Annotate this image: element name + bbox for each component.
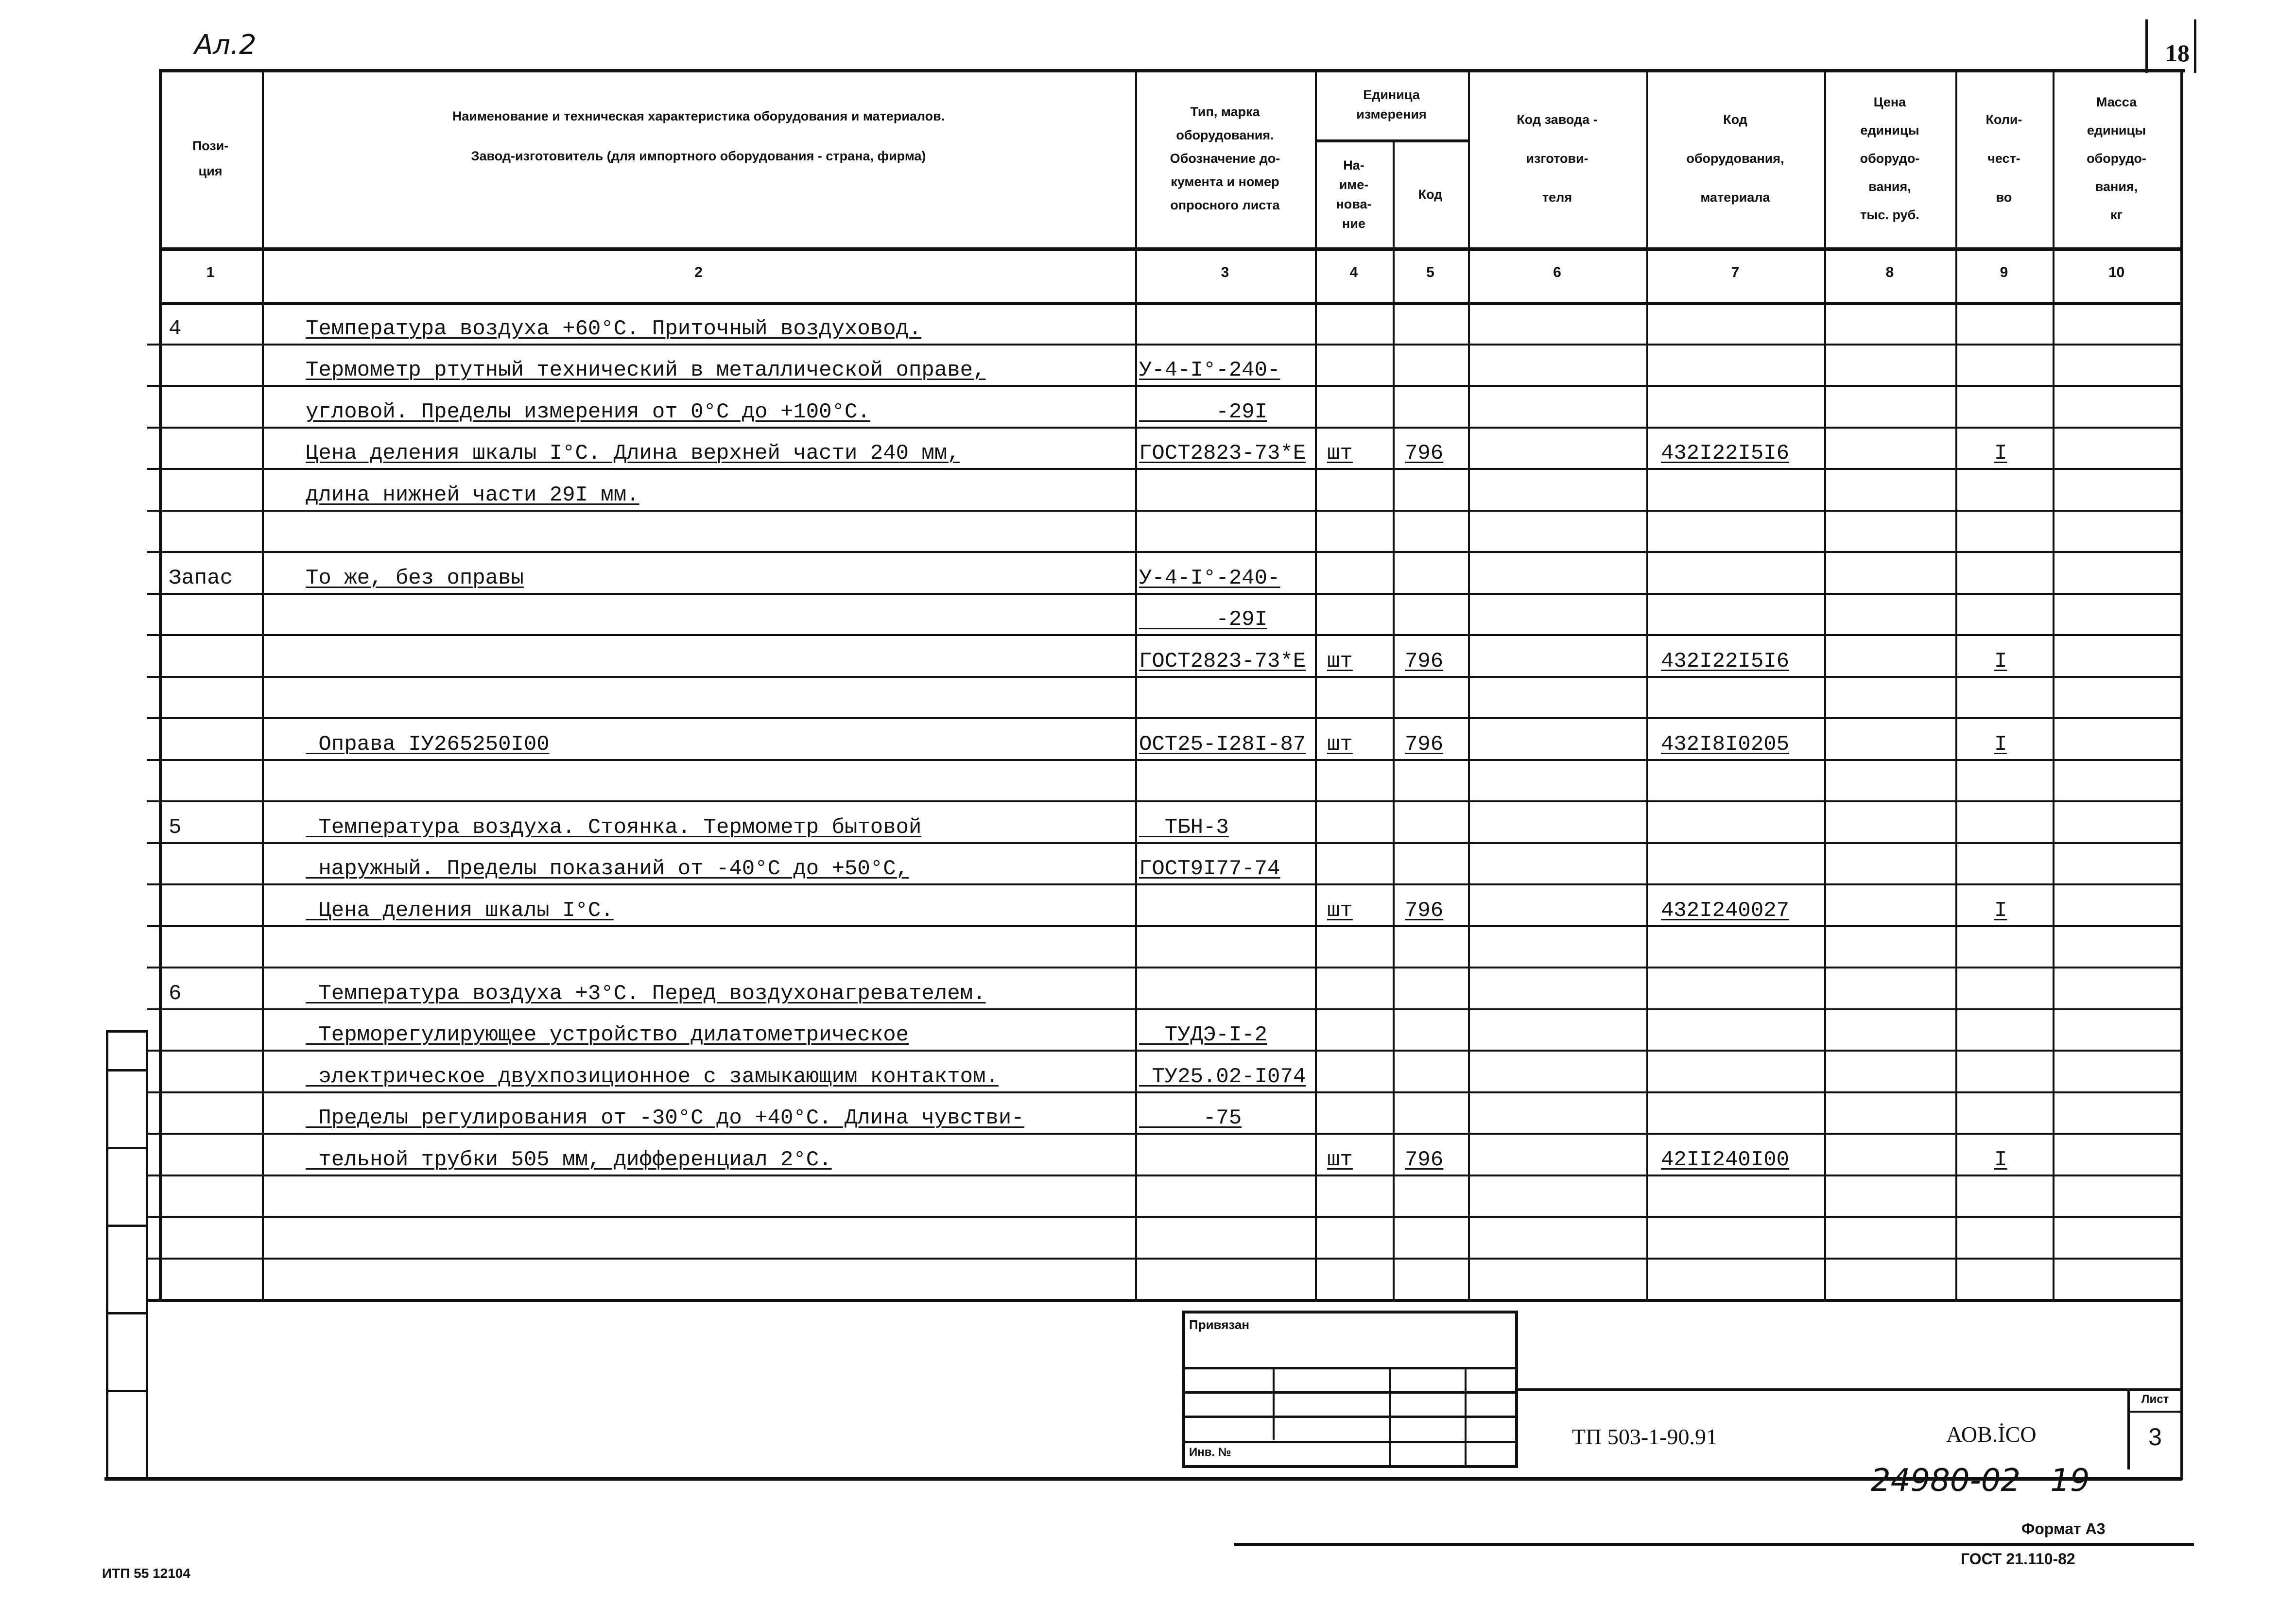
cell-pos: 6 bbox=[169, 981, 182, 1006]
cell-name: Цена деления шкалы I°С. bbox=[306, 898, 614, 923]
cell-name: Цена деления шкалы I°С. Длина верхней части 240 мм, bbox=[306, 441, 960, 466]
cell-type: ГОСТ9I77-74 bbox=[1139, 857, 1280, 881]
grid-row-line bbox=[147, 800, 2180, 802]
grid-row-line bbox=[147, 427, 2180, 429]
document-code: ТП 503-1-90.91 bbox=[1572, 1424, 1717, 1449]
grid-row-line bbox=[147, 842, 2180, 844]
header-manufacturer-code: Код завода - изготови- теля bbox=[1517, 112, 1598, 205]
cell-name: угловой. Пределы измерения от 0°С до +100°С. bbox=[306, 399, 870, 424]
column-number: 8 bbox=[1885, 264, 1894, 280]
grid-row-line bbox=[147, 510, 2180, 512]
grid-column-line bbox=[106, 1030, 108, 1480]
sheet-number: 3 bbox=[2148, 1423, 2162, 1451]
cell-equip-code: 432I22I5I6 bbox=[1661, 441, 1790, 466]
grid-row-line bbox=[147, 676, 2180, 678]
grid-row-line bbox=[106, 1147, 146, 1149]
grid-column-line bbox=[2180, 1299, 2183, 1480]
cell-unit: шт bbox=[1327, 1147, 1353, 1172]
grid-column-line bbox=[1955, 69, 1957, 1299]
grid-row-line bbox=[147, 1216, 2180, 1218]
cell-unit: шт bbox=[1327, 441, 1353, 466]
cell-name: тельной трубки 505 мм, дифференциал 2°С. bbox=[306, 1147, 832, 1172]
cell-type: -29I bbox=[1139, 399, 1268, 424]
grid-row-line bbox=[106, 1312, 146, 1314]
grid-row-line bbox=[147, 967, 2180, 968]
attached-stamp bbox=[1182, 1311, 1518, 1468]
cell-name: Температура воздуха. Стоянка. Термометр бытовой bbox=[306, 815, 922, 840]
format-line bbox=[1234, 1543, 2194, 1546]
cell-type: -75 bbox=[1139, 1106, 1242, 1130]
cell-qty: I bbox=[1994, 441, 2007, 466]
header-quantity: Коли- чест- во bbox=[1985, 112, 2022, 205]
page-corner-number: 18 bbox=[2165, 39, 2190, 67]
column-number: 1 bbox=[206, 264, 215, 280]
grid-row-line bbox=[147, 468, 2180, 470]
grid-row-line bbox=[147, 1175, 2180, 1176]
cell-type: У-4-I°-240- bbox=[1139, 358, 1280, 382]
printer-mark: ИТП 55 12104 bbox=[102, 1566, 190, 1581]
grid-column-line bbox=[1468, 69, 1470, 1299]
cell-type: ТУДЭ-I-2 bbox=[1139, 1023, 1268, 1047]
header-mass: Масса единицы оборудо- вания, кг bbox=[2087, 94, 2146, 222]
inventory-number-label: Инв. № bbox=[1189, 1446, 1231, 1459]
grid-column-line bbox=[2180, 69, 2183, 1299]
page-corner-box bbox=[2145, 19, 2196, 73]
cell-type: ГОСТ2823-73*Е bbox=[1139, 441, 1306, 466]
cell-equip-code: 42II240I00 bbox=[1661, 1147, 1790, 1172]
grid-column-line bbox=[146, 1030, 148, 1480]
header-name bbox=[262, 87, 1135, 185]
cell-name: наружный. Пределы показаний от -40°С до +50°С, bbox=[306, 857, 909, 881]
stamp-line bbox=[1389, 1367, 1391, 1465]
cell-name: Термометр ртутный технический в металлической оправе, bbox=[306, 358, 986, 382]
grid-row-line bbox=[147, 1133, 2180, 1135]
grid-column-line bbox=[1135, 69, 1137, 1299]
cell-type: ГОСТ2823-73*Е bbox=[1139, 649, 1306, 674]
column-number: 7 bbox=[1731, 264, 1740, 280]
header-type: Тип, марка оборудования. Обозначение до- кумента и номер опросного листа bbox=[1170, 104, 1280, 212]
grid-row-line bbox=[147, 925, 2180, 927]
cell-name: Пределы регулирования от -30°С до +40°С. Длина чувстви- bbox=[306, 1106, 1024, 1130]
document-mark: АОВ.İСО bbox=[1946, 1422, 2037, 1447]
cell-unit: шт bbox=[1327, 732, 1353, 757]
grid-row-line bbox=[147, 717, 2180, 719]
grid-row-line bbox=[147, 593, 2180, 595]
bottom-frame-line bbox=[104, 1477, 2182, 1481]
grid-row-line bbox=[106, 1225, 146, 1227]
grid-row-line bbox=[147, 759, 2180, 761]
grid-column-line bbox=[159, 69, 162, 1299]
grid-row-line bbox=[147, 1008, 2180, 1010]
title-block-line bbox=[1518, 1388, 2180, 1391]
cell-code: 796 bbox=[1405, 1147, 1444, 1172]
cell-qty: I bbox=[1994, 1147, 2007, 1172]
standard-label: ГОСТ 21.110-82 bbox=[1961, 1550, 2075, 1568]
header-unit-name: На- име- нова- ние bbox=[1336, 157, 1372, 231]
sheet-number-box bbox=[2127, 1388, 2180, 1469]
cell-name: электрическое двухпозиционное с замыкающим контактом. bbox=[306, 1064, 999, 1089]
grid-column-line bbox=[1315, 69, 1317, 1299]
attached-label: Привязан bbox=[1189, 1317, 1250, 1332]
cell-name: Оправа IУ265250I00 bbox=[306, 732, 550, 757]
cell-equip-code: 432I22I5I6 bbox=[1661, 649, 1790, 674]
header-price: Цена единицы оборудо- вания, тыс. руб. bbox=[1860, 94, 1920, 222]
grid-row-line bbox=[106, 1390, 146, 1392]
stamp-line bbox=[1273, 1367, 1275, 1440]
grid-row-line bbox=[147, 883, 2180, 885]
column-number: 2 bbox=[694, 264, 703, 280]
cell-name: Температура воздуха +60°С. Приточный воздуховод. bbox=[306, 316, 922, 341]
column-number: 9 bbox=[2000, 264, 2008, 280]
column-number: 5 bbox=[1426, 264, 1434, 280]
cell-name: Терморегулирующее устройство дилатометрическое bbox=[306, 1023, 909, 1047]
grid-row-line bbox=[147, 1050, 2180, 1052]
header-name-line1: Наименование и техническая характеристика оборудования и материалов. bbox=[452, 109, 945, 123]
grid-row-line bbox=[147, 385, 2180, 387]
cell-unit: шт bbox=[1327, 649, 1353, 674]
header-equipment-code: Код оборудования, материала bbox=[1686, 112, 1784, 205]
cell-code: 796 bbox=[1405, 898, 1444, 923]
grid-row-line bbox=[147, 634, 2180, 636]
cell-code: 796 bbox=[1405, 732, 1444, 757]
cell-type: ТБН-3 bbox=[1139, 815, 1229, 840]
cell-pos: Запас bbox=[169, 566, 233, 590]
format-label: Формат А3 bbox=[2021, 1520, 2106, 1538]
column-number: 10 bbox=[2108, 264, 2125, 280]
grid-column-line bbox=[2053, 69, 2054, 1299]
grid-row-line bbox=[147, 1091, 2180, 1093]
cell-type: -29I bbox=[1139, 607, 1268, 632]
grid-row-line bbox=[159, 302, 2180, 305]
cell-pos: 4 bbox=[169, 316, 182, 341]
grid-row-line bbox=[147, 551, 2180, 553]
grid-row-line bbox=[147, 344, 2180, 346]
column-number: 6 bbox=[1553, 264, 1561, 280]
cell-equip-code: 432I240027 bbox=[1661, 898, 1790, 923]
header-name-line2: Завод-изготовитель (для импортного оборудования - страна, фирма) bbox=[471, 149, 926, 163]
cell-equip-code: 432I8I0205 bbox=[1661, 732, 1790, 757]
cell-type: У-4-I°-240- bbox=[1139, 566, 1280, 590]
cell-name: Температура воздуха +3°С. Перед воздухонагревателем. bbox=[306, 981, 986, 1006]
cell-qty: I bbox=[1994, 898, 2007, 923]
cell-qty: I bbox=[1994, 732, 2007, 757]
cell-unit: шт bbox=[1327, 898, 1353, 923]
header-unit-group: Единица измерения bbox=[1356, 87, 1427, 121]
column-number: 3 bbox=[1221, 264, 1229, 280]
grid-row-line bbox=[159, 247, 2180, 251]
sheet-label: Лист bbox=[2130, 1388, 2180, 1413]
grid-column-line bbox=[262, 69, 264, 1299]
cell-qty: I bbox=[1994, 649, 2007, 674]
grid-row-line bbox=[147, 1258, 2180, 1260]
grid-row-line bbox=[147, 1299, 2180, 1302]
column-number: 4 bbox=[1349, 264, 1358, 280]
cell-name: То же, без оправы bbox=[306, 566, 524, 590]
header-unit-code: Код bbox=[1418, 187, 1443, 202]
cell-name: длина нижней части 29I мм. bbox=[306, 483, 639, 507]
grid-column-line bbox=[1824, 69, 1826, 1299]
stamp-line bbox=[1465, 1367, 1467, 1465]
header-position: Пози- ция bbox=[192, 138, 229, 178]
cell-code: 796 bbox=[1405, 649, 1444, 674]
archive-number: 24980-02 19 bbox=[1871, 1463, 2090, 1499]
grid-row-line bbox=[106, 1069, 146, 1071]
cell-type: ОСТ25-I28I-87 bbox=[1139, 732, 1306, 757]
grid-column-line bbox=[1393, 139, 1395, 1299]
grid-column-line bbox=[1646, 69, 1648, 1299]
cell-pos: 5 bbox=[169, 815, 182, 840]
cell-type: ТУ25.02-I074 bbox=[1139, 1064, 1306, 1089]
grid-row-line bbox=[106, 1030, 146, 1033]
sheet-mark: Ал.2 bbox=[194, 29, 257, 61]
cell-code: 796 bbox=[1405, 441, 1444, 466]
